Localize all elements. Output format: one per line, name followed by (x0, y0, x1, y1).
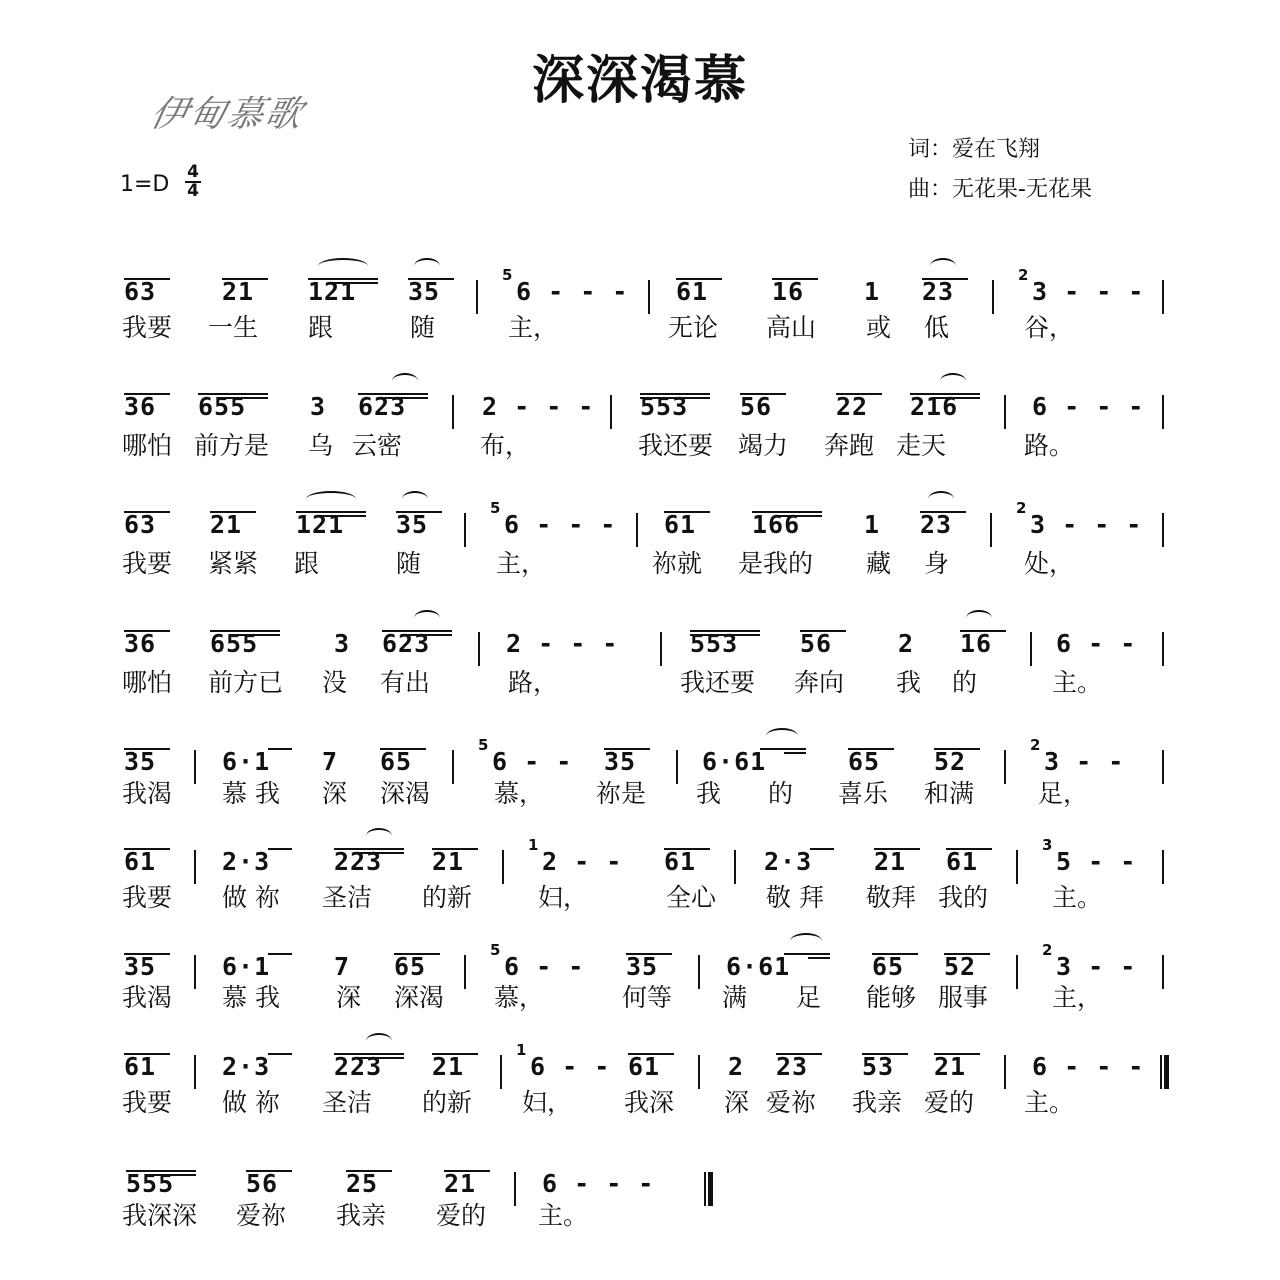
note-group: 2·3 (222, 847, 271, 876)
note-group: 35 (604, 747, 637, 776)
score-system-4 (0, 602, 1280, 662)
note-group: 223 (334, 1052, 383, 1081)
lyric: 我亲 (852, 1088, 903, 1117)
lyric: 路。 (1024, 431, 1075, 460)
note-group: 21 (874, 847, 907, 876)
lyric: 走天 (896, 431, 947, 460)
lyrics-line-2 (0, 428, 1280, 464)
note-group: 52 (934, 747, 967, 776)
lyrics-line-1 (0, 310, 1280, 346)
note-group: 65 (380, 747, 413, 776)
note-group: 56 (740, 392, 773, 421)
lyric: 有出 (380, 668, 431, 697)
note-group: 7 (334, 952, 351, 981)
lyric: 的新 (422, 883, 473, 912)
note-group: 5 - - (1056, 847, 1137, 876)
time-signature-bottom: 4 (187, 181, 199, 201)
note-group: 52 (944, 952, 977, 981)
note-group: 2 - - - (482, 392, 595, 421)
note-group: 3 (310, 392, 327, 421)
time-signature (185, 164, 201, 200)
note-group: 1 (864, 277, 881, 306)
lyric: 前方是 (194, 431, 270, 460)
lyric: 圣洁 (322, 883, 373, 912)
note-group: 121 (308, 277, 357, 306)
note-group: 56 (800, 629, 833, 658)
note-group: 6 - - - (1032, 392, 1145, 421)
lyric: 我要 (122, 549, 173, 578)
lyric: 身 (924, 549, 950, 578)
score-system-3 (0, 483, 1280, 543)
note-group: 6 - - (1056, 629, 1137, 658)
lyric: 奔跑 (824, 431, 875, 460)
lyrics-line-5 (0, 776, 1280, 812)
lyric: 爱的 (924, 1088, 975, 1117)
lyrics-line-3 (0, 546, 1280, 582)
composer-credit: 曲：无花果-无花果 (908, 177, 1092, 202)
note-group: 21 (432, 847, 465, 876)
lyric: 一生 (208, 313, 259, 342)
lyric: 随 (410, 313, 436, 342)
lyric: 乌 (308, 431, 334, 460)
note-group: 1 (864, 510, 881, 539)
note-group: 3 - - - (1032, 277, 1145, 306)
lyric: 我 (896, 668, 922, 697)
note-group: 35 (396, 510, 429, 539)
lyric: 主。 (1052, 883, 1103, 912)
lyric: 做 祢 (222, 1088, 280, 1117)
note-group: 21 (432, 1052, 465, 1081)
note-group: 3 - - - (1030, 510, 1143, 539)
note-group: 553 (690, 629, 739, 658)
note-group: 2 (898, 629, 915, 658)
lyrics-line-8 (0, 1085, 1280, 1121)
time-signature-top: 4 (187, 162, 199, 182)
note-group: 61 (946, 847, 979, 876)
grace-note: 5 (478, 736, 489, 754)
lyric: 主。 (1052, 668, 1103, 697)
lyric: 低 (924, 313, 950, 342)
note-group: 36 (124, 392, 157, 421)
lyric: 高山 (766, 313, 817, 342)
song-title: 深深渴慕 (531, 51, 748, 111)
note-group: 35 (124, 747, 157, 776)
note-group: 623 (382, 629, 431, 658)
note-group: 6 - - (530, 1052, 611, 1081)
lyric: 足， (1038, 779, 1089, 808)
lyric: 是我的 (738, 549, 814, 578)
note-group: 6·1 (222, 952, 271, 981)
lyric: 爱祢 (236, 1201, 287, 1230)
lyric: 我还要 (638, 431, 714, 460)
lyric: 深渴 (394, 983, 445, 1012)
note-group: 7 (322, 747, 339, 776)
lyric: 祢是 (596, 779, 647, 808)
lyric: 我渴 (122, 983, 173, 1012)
grace-note: 2 (1042, 941, 1053, 959)
lyric: 跟 (294, 549, 320, 578)
grace-note: 1 (516, 1041, 527, 1059)
lyrics-line-4 (0, 665, 1280, 701)
note-group: 2 - - (542, 847, 623, 876)
lyric: 云密 (352, 431, 403, 460)
note-group: 63 (124, 510, 157, 539)
lyric: 慕， (494, 983, 545, 1012)
note-group: 21 (934, 1052, 967, 1081)
lyric: 主， (496, 549, 547, 578)
lyric: 我亲 (336, 1201, 387, 1230)
note-group: 16 (960, 629, 993, 658)
lyric: 深 (724, 1088, 750, 1117)
note-group: 35 (124, 952, 157, 981)
lyric: 处， (1024, 549, 1075, 578)
note-group: 65 (394, 952, 427, 981)
lyric: 和满 (924, 779, 975, 808)
note-group: 6·1 (222, 747, 271, 776)
lyric: 的新 (422, 1088, 473, 1117)
note-group: 3 - - (1044, 747, 1125, 776)
note-group: 21 (210, 510, 243, 539)
lyric: 我 (696, 779, 722, 808)
note-group: 655 (210, 629, 259, 658)
lyric: 没 (322, 668, 348, 697)
lyric: 足 (796, 983, 822, 1012)
note-group: 6·61 (702, 747, 767, 776)
note-group: 2·3 (222, 1052, 271, 1081)
lyric: 满 (722, 983, 748, 1012)
lyrics-line-9 (0, 1198, 1280, 1234)
note-group: 216 (910, 392, 959, 421)
lyric: 服事 (938, 983, 989, 1012)
score-system-7 (0, 925, 1280, 985)
lyric: 敬拜 (866, 883, 917, 912)
score-system-5 (0, 720, 1280, 780)
lyric: 主， (1052, 983, 1103, 1012)
grace-note: 5 (502, 266, 513, 284)
note-group: 6 - - (504, 952, 585, 981)
note-group: 3 - - (1056, 952, 1137, 981)
lyric: 随 (396, 549, 422, 578)
note-group: 61 (664, 510, 697, 539)
lyric: 妇， (538, 883, 589, 912)
lyric: 藏 (866, 549, 892, 578)
lyric: 我渴 (122, 779, 173, 808)
lyric: 的 (768, 779, 794, 808)
lyric: 路， (508, 668, 559, 697)
lyric: 我深深 (122, 1201, 198, 1230)
note-group: 6 - - (492, 747, 573, 776)
lyricist-credit: 词：爱在飞翔 (908, 137, 1041, 162)
lyric: 深 (322, 779, 348, 808)
note-group: 16 (772, 277, 805, 306)
lyric: 竭力 (738, 431, 789, 460)
lyric: 深 (336, 983, 362, 1012)
note-group: 555 (126, 1169, 175, 1198)
lyric: 谷， (1024, 313, 1075, 342)
note-group: 623 (358, 392, 407, 421)
note-group: 21 (444, 1169, 477, 1198)
lyric: 能够 (866, 983, 917, 1012)
lyric: 奔向 (794, 668, 845, 697)
note-group: 65 (848, 747, 881, 776)
lyric: 的 (952, 668, 978, 697)
lyric: 慕 我 (222, 779, 280, 808)
note-group: 61 (664, 847, 697, 876)
note-group: 223 (334, 847, 383, 876)
lyric: 深渴 (380, 779, 431, 808)
key-signature: 1=D (120, 172, 170, 197)
grace-note: 1 (528, 836, 539, 854)
lyric: 无论 (668, 313, 719, 342)
lyric: 前方已 (208, 668, 284, 697)
score-system-9 (0, 1142, 1280, 1202)
note-group: 61 (124, 1052, 157, 1081)
lyric: 我深 (624, 1088, 675, 1117)
note-group: 53 (862, 1052, 895, 1081)
note-group: 25 (346, 1169, 379, 1198)
note-group: 23 (922, 277, 955, 306)
lyrics-line-7 (0, 980, 1280, 1016)
lyric: 我要 (122, 1088, 173, 1117)
note-group: 166 (752, 510, 801, 539)
lyric: 爱的 (436, 1201, 487, 1230)
lyric: 全心 (666, 883, 717, 912)
note-group: 6 - - - (1032, 1052, 1145, 1081)
lyric: 跟 (308, 313, 334, 342)
lyric: 主。 (538, 1201, 589, 1230)
lyric: 做 祢 (222, 883, 280, 912)
note-group: 61 (676, 277, 709, 306)
lyric: 主， (508, 313, 559, 342)
note-group: 36 (124, 629, 157, 658)
grace-note: 3 (1042, 836, 1053, 854)
note-group: 35 (626, 952, 659, 981)
note-group: 61 (124, 847, 157, 876)
note-group: 22 (836, 392, 869, 421)
lyric: 妇， (522, 1088, 573, 1117)
note-group: 56 (246, 1169, 279, 1198)
score-system-2 (0, 365, 1280, 425)
note-group: 2 (728, 1052, 745, 1081)
note-group: 121 (296, 510, 345, 539)
lyric: 我还要 (680, 668, 756, 697)
score-system-1 (0, 250, 1280, 310)
lyric: 祢就 (652, 549, 703, 578)
lyric: 布， (480, 431, 531, 460)
lyric: 我要 (122, 313, 173, 342)
note-group: 61 (628, 1052, 661, 1081)
note-group: 6 - - - (542, 1169, 655, 1198)
lyric: 紧紧 (208, 549, 259, 578)
lyric: 主。 (1024, 1088, 1075, 1117)
note-group: 35 (408, 277, 441, 306)
grace-note: 2 (1030, 736, 1041, 754)
lyric: 敬 拜 (766, 883, 824, 912)
lyrics-line-6 (0, 880, 1280, 916)
grace-note: 5 (490, 499, 501, 517)
note-group: 23 (776, 1052, 809, 1081)
note-group: 65 (872, 952, 905, 981)
lyric: 爱祢 (766, 1088, 817, 1117)
lyric: 哪怕 (122, 668, 173, 697)
note-group: 23 (920, 510, 953, 539)
note-group: 21 (222, 277, 255, 306)
lyric: 我的 (938, 883, 989, 912)
note-group: 655 (198, 392, 247, 421)
score-system-6 (0, 820, 1280, 880)
note-group: 2·3 (764, 847, 813, 876)
note-group: 2 - - - (506, 629, 619, 658)
grace-note: 5 (490, 941, 501, 959)
note-group: 63 (124, 277, 157, 306)
lyric: 哪怕 (122, 431, 173, 460)
note-group: 6 - - - (504, 510, 617, 539)
lyric: 喜乐 (838, 779, 889, 808)
note-group: 6·61 (726, 952, 791, 981)
lyric: 我要 (122, 883, 173, 912)
grace-note: 2 (1016, 499, 1027, 517)
lyric: 慕 我 (222, 983, 280, 1012)
grace-note: 2 (1018, 266, 1029, 284)
handwritten-logo: 伊甸慕歌 (147, 94, 308, 135)
note-group: 553 (640, 392, 689, 421)
note-group: 3 (334, 629, 351, 658)
score-system-8 (0, 1025, 1280, 1085)
lyric: 或 (866, 313, 892, 342)
lyric: 何等 (622, 983, 673, 1012)
lyric: 圣洁 (322, 1088, 373, 1117)
note-group: 6 - - - (516, 277, 629, 306)
lyric: 慕， (494, 779, 545, 808)
